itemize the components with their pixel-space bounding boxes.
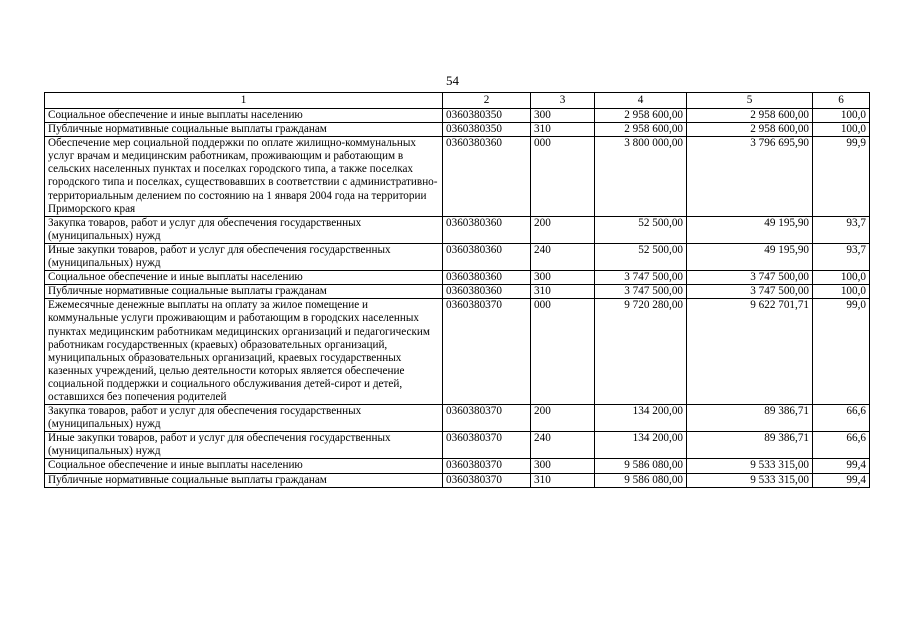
row-planned-cell	[595, 243, 687, 270]
row-actual-value: 3 747 500,00	[750, 285, 809, 298]
row-actual-value: 89 386,71	[764, 405, 809, 418]
row-actual-cell	[687, 459, 813, 473]
row-percent-value: 100,0	[840, 271, 866, 284]
row-planned-cell	[595, 109, 687, 123]
row-name-cell: Публичные нормативные социальные выплаты гражданам	[45, 123, 443, 137]
row-percent-value: 93,7	[846, 243, 866, 256]
table-row	[45, 473, 870, 487]
row-actual-cell	[687, 432, 813, 459]
row-percent-value: 99,0	[846, 299, 866, 312]
row-percent-cell	[813, 405, 870, 432]
row-actual-value: 9 533 315,00	[750, 459, 809, 472]
row-actual-value: 2 958 600,00	[750, 109, 809, 121]
row-percent-value: 99,4	[846, 459, 866, 472]
row-actual-value: 9 622 701,71	[750, 299, 809, 312]
row-type-cell: 300	[531, 271, 595, 285]
row-percent-cell	[813, 299, 870, 405]
row-planned-cell	[595, 271, 687, 285]
page-number: 54	[446, 73, 459, 88]
row-code-cell: 0360380370	[443, 473, 531, 487]
row-name-cell: Социальное обеспечение и иные выплаты населению	[45, 109, 443, 123]
row-actual-value: 49 195,90	[764, 216, 809, 229]
row-percent-value: 100,0	[840, 285, 866, 298]
row-type-cell: 300	[531, 459, 595, 473]
row-code-cell: 0360380370	[443, 432, 531, 459]
row-percent-cell	[813, 271, 870, 285]
budget-execution-table	[44, 92, 870, 488]
column-header: 3	[531, 93, 595, 109]
row-planned-value: 134 200,00	[632, 432, 683, 445]
row-planned-cell	[595, 459, 687, 473]
column-header: 5	[687, 93, 813, 109]
row-planned-value: 52 500,00	[638, 243, 683, 256]
row-percent-value: 93,7	[846, 216, 866, 229]
row-actual-value: 3 796 695,90	[750, 137, 809, 150]
row-percent-cell	[813, 432, 870, 459]
row-type-cell: 000	[531, 299, 595, 405]
row-percent-cell	[813, 243, 870, 270]
row-code-cell: 0360380360	[443, 243, 531, 270]
table-row	[45, 216, 870, 243]
row-planned-cell	[595, 285, 687, 299]
column-header: 1	[45, 93, 443, 109]
row-planned-cell	[595, 473, 687, 487]
table-row	[45, 109, 870, 123]
row-code-cell: 0360380360	[443, 137, 531, 217]
row-percent-value: 100,0	[840, 109, 866, 121]
row-code-cell: 0360380370	[443, 299, 531, 405]
row-percent-cell	[813, 137, 870, 217]
row-actual-cell	[687, 137, 813, 217]
table-row	[45, 432, 870, 459]
row-code-cell: 0360380360	[443, 216, 531, 243]
row-name-cell: Обеспечение мер социальной поддержки по оплате жилищно-коммунальных услуг врачам и медицинским работникам, проживающим и работающим в сельских населенных пунктах и поселках городского типа, а также поселках городского типа и поселках, существовавших в соответствии с административно-территориальным делением по состоянию на 1 января 2004 года на территории Приморского края	[45, 137, 443, 217]
row-code-cell: 0360380350	[443, 123, 531, 137]
row-name-cell: Публичные нормативные социальные выплаты гражданам	[45, 285, 443, 299]
row-type-cell: 310	[531, 285, 595, 299]
row-planned-value: 3 747 500,00	[624, 285, 683, 298]
row-planned-value: 9 586 080,00	[624, 473, 683, 486]
table-row	[45, 405, 870, 432]
table-row	[45, 299, 870, 405]
row-type-cell: 300	[531, 109, 595, 123]
row-actual-cell	[687, 109, 813, 123]
table-row	[45, 285, 870, 299]
row-percent-cell	[813, 459, 870, 473]
row-actual-value: 89 386,71	[764, 432, 809, 445]
row-actual-cell	[687, 216, 813, 243]
row-type-cell: 200	[531, 216, 595, 243]
row-percent-cell	[813, 123, 870, 137]
row-name-cell: Ежемесячные денежные выплаты на оплату за жилое помещение и коммунальные услуги проживающим и работающим в городских населенных пунктах медицинским работникам медицинских организаций и педагогическим работникам государственных (краевых) образовательных организаций, муниципальных образовательных организаций, краевых государственных казенных учреждений, целью деятельности которых является обеспечение социальной поддержки и социального обслуживания детей-сирот и детей, оставшихся без попечения родителей	[45, 299, 443, 405]
table-row	[45, 459, 870, 473]
row-planned-cell	[595, 123, 687, 137]
row-name-cell: Закупка товаров, работ и услуг для обеспечения государственных (муниципальных) нужд	[45, 405, 443, 432]
row-planned-cell	[595, 405, 687, 432]
row-name-cell: Социальное обеспечение и иные выплаты населению	[45, 271, 443, 285]
row-planned-value: 134 200,00	[632, 405, 683, 418]
row-planned-cell	[595, 216, 687, 243]
row-code-cell: 0360380360	[443, 271, 531, 285]
row-actual-cell	[687, 405, 813, 432]
row-actual-value: 3 747 500,00	[750, 271, 809, 284]
table-row	[45, 243, 870, 270]
table-row	[45, 271, 870, 285]
row-code-cell: 0360380370	[443, 405, 531, 432]
table-row	[45, 123, 870, 137]
row-planned-value: 3 747 500,00	[624, 271, 683, 284]
row-planned-value: 52 500,00	[638, 216, 683, 229]
row-actual-value: 9 533 315,00	[750, 473, 809, 486]
row-actual-cell	[687, 271, 813, 285]
table-row	[45, 137, 870, 217]
row-percent-value: 99,9	[846, 137, 866, 150]
row-planned-value: 2 958 600,00	[624, 109, 683, 121]
row-planned-value: 3 800 000,00	[624, 137, 683, 150]
row-percent-value: 99,4	[846, 473, 866, 486]
row-type-cell: 240	[531, 243, 595, 270]
row-code-cell: 0360380370	[443, 459, 531, 473]
row-percent-value: 66,6	[846, 405, 866, 418]
row-name-cell: Иные закупки товаров, работ и услуг для обеспечения государственных (муниципальных) нужд	[45, 243, 443, 270]
column-header: 2	[443, 93, 531, 109]
row-actual-value: 2 958 600,00	[750, 123, 809, 136]
row-percent-cell	[813, 109, 870, 123]
row-planned-cell	[595, 299, 687, 405]
row-actual-value: 49 195,90	[764, 243, 809, 256]
row-percent-value: 100,0	[840, 123, 866, 136]
row-type-cell: 000	[531, 137, 595, 217]
row-actual-cell	[687, 473, 813, 487]
row-percent-cell	[813, 216, 870, 243]
row-percent-value: 66,6	[846, 432, 866, 445]
column-header: 6	[813, 93, 870, 109]
row-type-cell: 310	[531, 123, 595, 137]
row-actual-cell	[687, 123, 813, 137]
row-name-cell: Иные закупки товаров, работ и услуг для обеспечения государственных (муниципальных) нужд	[45, 432, 443, 459]
column-header: 4	[595, 93, 687, 109]
row-planned-cell	[595, 137, 687, 217]
row-name-cell: Публичные нормативные социальные выплаты гражданам	[45, 473, 443, 487]
row-planned-cell	[595, 432, 687, 459]
row-percent-cell	[813, 473, 870, 487]
row-code-cell: 0360380360	[443, 285, 531, 299]
table-header-row	[45, 93, 870, 109]
row-planned-value: 9 586 080,00	[624, 459, 683, 472]
row-type-cell: 310	[531, 473, 595, 487]
row-actual-cell	[687, 243, 813, 270]
row-actual-cell	[687, 285, 813, 299]
row-percent-cell	[813, 285, 870, 299]
row-name-cell: Закупка товаров, работ и услуг для обеспечения государственных (муниципальных) нужд	[45, 216, 443, 243]
row-planned-value: 2 958 600,00	[624, 123, 683, 136]
row-actual-cell	[687, 299, 813, 405]
row-code-cell: 0360380350	[443, 109, 531, 123]
row-type-cell: 240	[531, 432, 595, 459]
row-planned-value: 9 720 280,00	[624, 299, 683, 312]
row-type-cell: 200	[531, 405, 595, 432]
row-name-cell: Социальное обеспечение и иные выплаты населению	[45, 459, 443, 473]
